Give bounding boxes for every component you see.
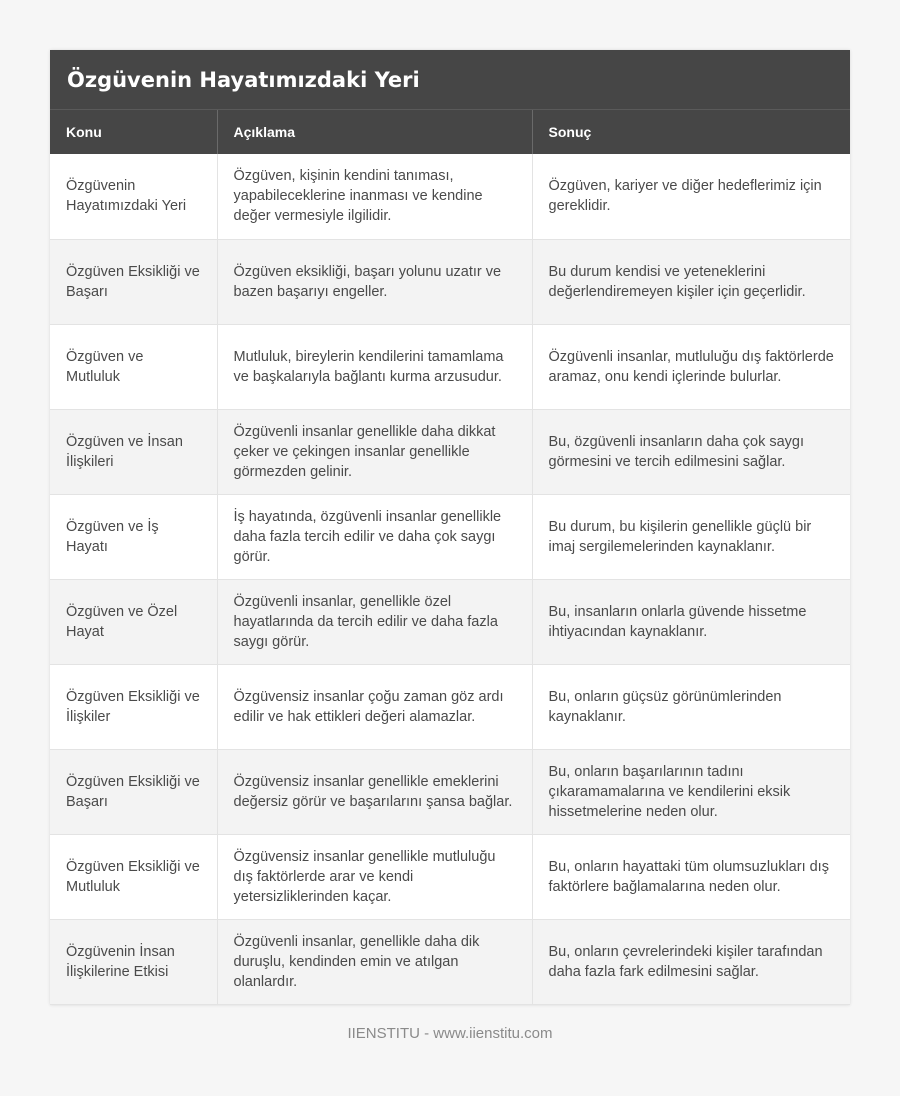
table-cell-topic: Özgüven ve İş Hayatı <box>50 494 217 579</box>
table-cell-description: İş hayatında, özgüvenli insanlar genellikle daha fazla tercih edilir ve daha çok saygı görür. <box>217 494 532 579</box>
table-cell-topic: Özgüven Eksikliği ve İlişkiler <box>50 664 217 749</box>
table-cell-result: Bu, özgüvenli insanların daha çok saygı görmesini ve tercih edilmesini sağlar. <box>532 409 850 494</box>
table-cell-result: Bu, onların güçsüz görünümlerinden kaynaklanır. <box>532 664 850 749</box>
table-row <box>50 494 850 579</box>
table-cell-description: Özgüvenli insanlar genellikle daha dikkat çeker ve çekingen insanlar genellikle görmezden gelinir. <box>217 409 532 494</box>
table-cell-topic: Özgüvenin İnsan İlişkilerine Etkisi <box>50 919 217 1004</box>
table-title: Özgüvenin Hayatımızdaki Yeri <box>50 50 850 110</box>
column-header-konu: Konu <box>50 110 217 154</box>
column-header-sonuc: Sonuç <box>532 110 850 154</box>
table-cell-result: Bu, onların başarılarının tadını çıkaramamalarına ve kendilerini eksik hissetmelerine neden olur. <box>532 749 850 834</box>
table-cell-topic: Özgüvenin Hayatımızdaki Yeri <box>50 154 217 239</box>
header-row <box>50 110 850 154</box>
table-cell-result: Bu, onların çevrelerindeki kişiler tarafından daha fazla fark edilmesini sağlar. <box>532 919 850 1004</box>
table-row <box>50 919 850 1004</box>
table-card <box>50 50 850 1005</box>
table-cell-description: Özgüvenli insanlar, genellikle özel hayatlarında da tercih edilir ve daha fazla saygı görür. <box>217 579 532 664</box>
footer-credit: IIENSTITU - www.iienstitu.com <box>347 1025 553 1042</box>
table-cell-topic: Özgüven ve Özel Hayat <box>50 579 217 664</box>
table-row <box>50 579 850 664</box>
table-cell-description: Özgüvenli insanlar, genellikle daha dik duruşlu, kendinden emin ve atılgan olanlardır. <box>217 919 532 1004</box>
column-header-aciklama: Açıklama <box>217 110 532 154</box>
table-cell-description: Özgüven, kişinin kendini tanıması, yapabileceklerine inanması ve kendine değer vermesiyle ilgilidir. <box>217 154 532 239</box>
table-cell-description: Özgüven eksikliği, başarı yolunu uzatır ve bazen başarıyı engeller. <box>217 239 532 324</box>
table-cell-result: Bu, onların hayattaki tüm olumsuzlukları dış faktörlere bağlamalarına neden olur. <box>532 834 850 919</box>
table-row <box>50 239 850 324</box>
table-cell-result: Özgüven, kariyer ve diğer hedeflerimiz için gereklidir. <box>532 154 850 239</box>
table-row <box>50 749 850 834</box>
table-cell-description: Özgüvensiz insanlar genellikle mutluluğu dış faktörlerde arar ve kendi yetersizliklerinden kaçar. <box>217 834 532 919</box>
table-cell-description: Mutluluk, bireylerin kendilerini tamamlama ve başkalarıyla bağlantı kurma arzusudur. <box>217 324 532 409</box>
table-cell-topic: Özgüven Eksikliği ve Başarı <box>50 749 217 834</box>
table-cell-description: Özgüvensiz insanlar çoğu zaman göz ardı edilir ve hak ettikleri değeri alamazlar. <box>217 664 532 749</box>
table-cell-topic: Özgüven Eksikliği ve Mutluluk <box>50 834 217 919</box>
table-row <box>50 324 850 409</box>
table-row <box>50 409 850 494</box>
table-row <box>50 154 850 239</box>
table-cell-result: Özgüvenli insanlar, mutluluğu dış faktörlerde aramaz, onu kendi içlerinde bulurlar. <box>532 324 850 409</box>
table-row <box>50 834 850 919</box>
table-cell-description: Özgüvensiz insanlar genellikle emeklerini değersiz görür ve başarılarını şansa bağlar. <box>217 749 532 834</box>
table-cell-topic: Özgüven ve Mutluluk <box>50 324 217 409</box>
table-cell-topic: Özgüven Eksikliği ve Başarı <box>50 239 217 324</box>
table-cell-topic: Özgüven ve İnsan İlişkileri <box>50 409 217 494</box>
table-row <box>50 664 850 749</box>
content-table <box>50 110 850 1005</box>
table-cell-result: Bu, insanların onlarla güvende hissetme ihtiyacından kaynaklanır. <box>532 579 850 664</box>
table-cell-result: Bu durum, bu kişilerin genellikle güçlü bir imaj sergilemelerinden kaynaklanır. <box>532 494 850 579</box>
table-cell-result: Bu durum kendisi ve yeteneklerini değerlendiremeyen kişiler için geçerlidir. <box>532 239 850 324</box>
